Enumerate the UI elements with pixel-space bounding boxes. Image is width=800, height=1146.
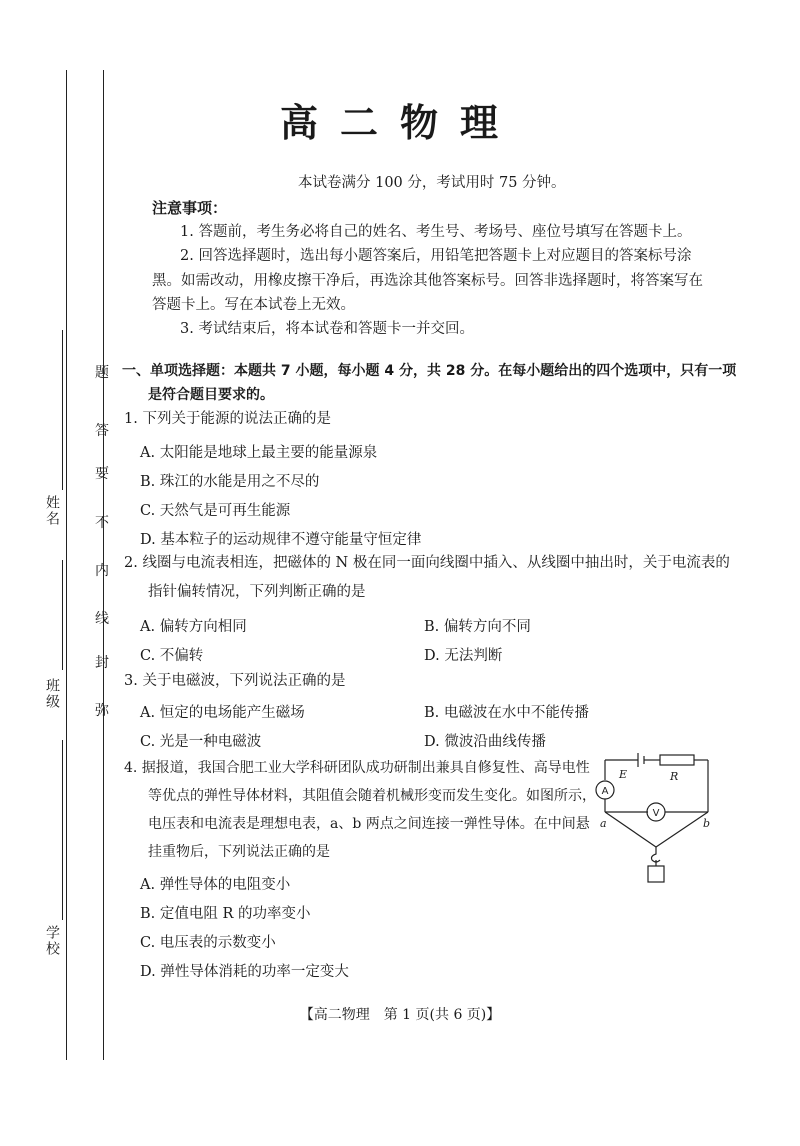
seal-char: 要	[95, 466, 109, 482]
class-field-label: 班级	[44, 678, 60, 710]
option-d[interactable]: D. 无法判断	[424, 648, 503, 664]
seal-char: 答	[95, 423, 109, 439]
voltmeter-label: V	[652, 808, 660, 819]
label-a-point: a	[600, 817, 607, 830]
seal-char: 题	[95, 365, 109, 381]
question-stem: 等优点的弹性导体材料，其阻值会随着机械形变而发生变化。如图所示，	[148, 788, 596, 804]
option-b[interactable]: B. 偏转方向不同	[424, 619, 531, 635]
exam-intro: 本试卷满分 100 分，考试用时 75 分钟。	[298, 175, 566, 191]
option-a[interactable]: A. 偏转方向相同	[140, 619, 247, 635]
school-field-line[interactable]	[62, 740, 63, 920]
section-heading: 一、单项选择题：本题共 7 小题，每小题 4 分，共 28 分。在每小题给出的四个选项中，只有一项	[122, 363, 737, 379]
option-b[interactable]: B. 定值电阻 R 的功率变小	[140, 906, 311, 922]
question-stem: 4. 据报道，我国合肥工业大学科研团队成功研制出兼具自修复性、高导电性	[124, 760, 590, 776]
weight	[648, 866, 664, 882]
option-d[interactable]: D. 基本粒子的运动规律不遵守能量守恒定律	[140, 532, 422, 548]
question-stem: 3. 关于电磁波，下列说法正确的是	[124, 673, 346, 689]
notice-line: 答题卡上。写在本试卷上无效。	[152, 297, 355, 313]
option-d[interactable]: D. 微波沿曲线传播	[424, 734, 546, 750]
question-stem: 挂重物后，下列说法正确的是	[148, 844, 330, 860]
resistor	[660, 755, 694, 765]
section-heading: 是符合题目要求的。	[148, 387, 274, 403]
label-b-point: b	[703, 817, 711, 830]
option-d[interactable]: D. 弹性导体消耗的功率一定变大	[140, 964, 349, 980]
name-field-label: 姓名	[44, 495, 60, 527]
question-stem: 1. 下列关于能源的说法正确的是	[124, 411, 331, 427]
notice-line: 1. 答题前，考生务必将自己的姓名、考生号、考场号、座位号填写在答题卡上。	[180, 224, 692, 240]
label-e: E	[619, 768, 628, 781]
school-field-label: 学校	[44, 925, 60, 957]
notice-line: 黑。如需改动，用橡皮擦干净后，再选涂其他答案标号。回答非选择题时，将答案写在	[152, 273, 703, 289]
circuit-diagram	[590, 752, 720, 887]
notice-heading: 注意事项：	[152, 199, 228, 217]
option-c[interactable]: C. 光是一种电磁波	[140, 734, 262, 750]
option-c[interactable]: C. 天然气是可再生能源	[140, 503, 291, 519]
notice-line: 2. 回答选择题时，选出每小题答案后，用铅笔把答题卡上对应题目的答案标号涂	[180, 248, 692, 264]
class-field-line[interactable]	[62, 560, 63, 670]
hook	[652, 847, 661, 862]
notice-line: 3. 考试结束后，将本试卷和答题卡一并交回。	[180, 321, 474, 337]
question-stem: 电压表和电流表是理想电表，a、b 两点之间连接一弹性导体。在中间悬	[148, 816, 590, 832]
option-a[interactable]: A. 恒定的电场能产生磁场	[140, 705, 305, 721]
name-field-line[interactable]	[62, 330, 63, 490]
seal-char: 封	[95, 655, 109, 671]
question-stem: 指针偏转情况，下列判断正确的是	[148, 584, 366, 600]
option-c[interactable]: C. 电压表的示数变小	[140, 935, 276, 951]
option-c[interactable]: C. 不偏转	[140, 648, 204, 664]
label-r: R	[670, 770, 679, 783]
option-b[interactable]: B. 珠江的水能是用之不尽的	[140, 474, 320, 490]
option-b[interactable]: B. 电磁波在水中不能传播	[424, 705, 589, 721]
option-a[interactable]: A. 太阳能是地球上最主要的能量源泉	[140, 445, 378, 461]
page-footer: 【高二物理 第 1 页(共 6 页)】	[299, 1007, 501, 1023]
seal-char: 线	[95, 611, 109, 627]
seal-char: 不	[95, 515, 109, 531]
margin-line-outer	[66, 70, 67, 1060]
ammeter-label: A	[601, 786, 609, 797]
option-a[interactable]: A. 弹性导体的电阻变小	[140, 877, 291, 893]
seal-char: 内	[95, 563, 109, 579]
question-stem: 2. 线圈与电流表相连，把磁体的 N 极在同一面向线圈中插入、从线圈中抽出时，关于电流表的	[124, 555, 730, 571]
seal-char: 弥	[95, 703, 109, 719]
page-title: 高二物理	[279, 101, 520, 145]
